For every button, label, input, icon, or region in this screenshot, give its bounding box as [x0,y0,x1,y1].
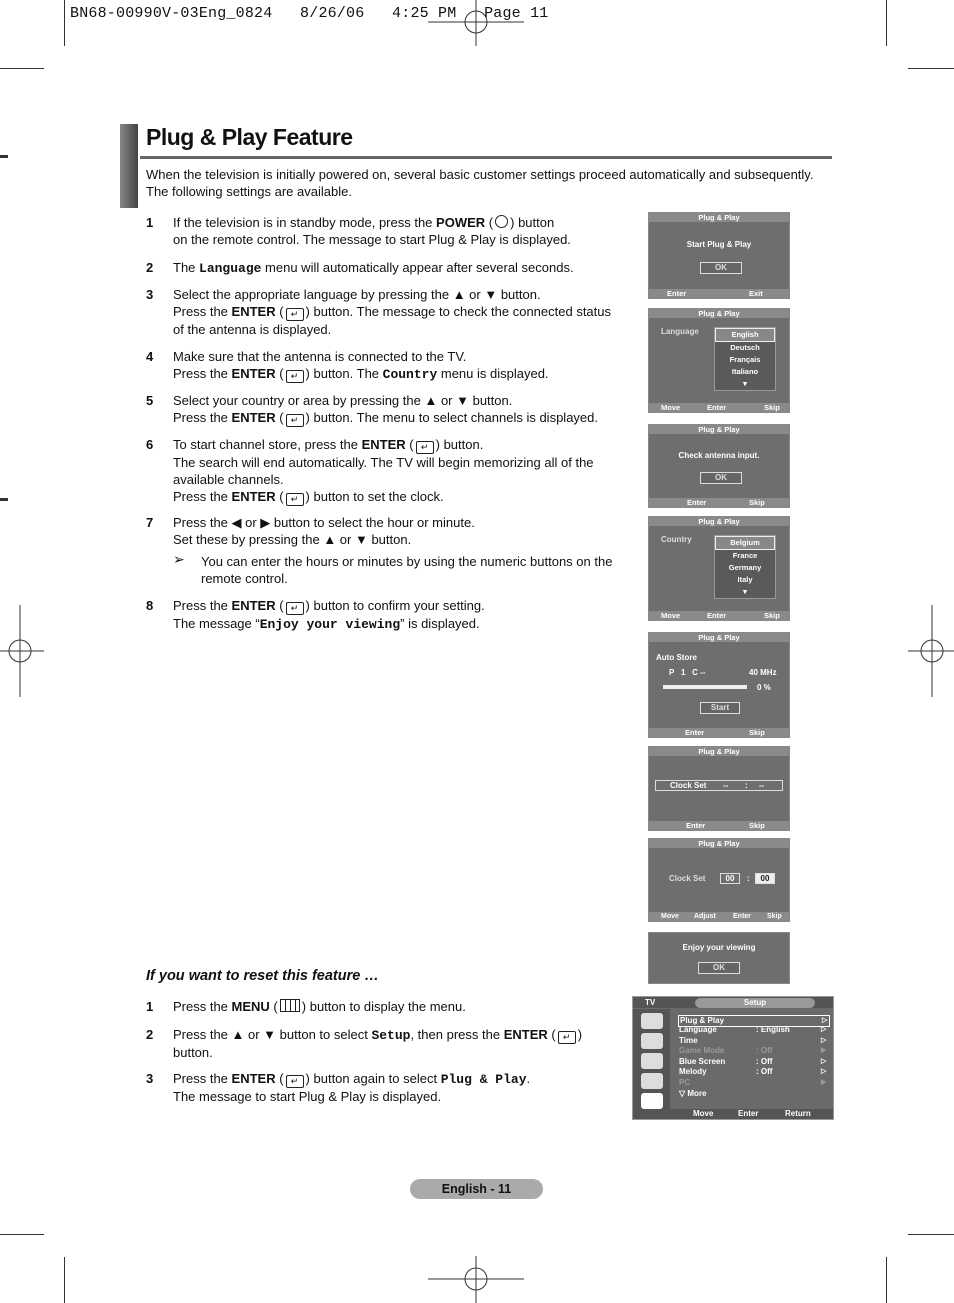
start-button[interactable]: Start [700,702,740,714]
title-rule [140,156,832,159]
enter-icon: ↵ [286,493,304,506]
enter-icon: ↵ [416,441,434,454]
menu-row-time[interactable]: Time ▷ [679,1036,827,1045]
page-number: English - 11 [410,1179,543,1199]
list-item[interactable]: Belgium [715,536,775,550]
language-list[interactable] [714,327,776,391]
chevron-down-icon: ▾ [743,379,747,388]
enter-icon: ↵ [286,308,304,321]
screen-clock-adjust: Plug & Play Clock Set 00 : 00 Move Adjust Enter Skip [648,838,790,922]
ok-button[interactable]: OK [698,962,740,974]
screen-language: Plug & Play Language English Deutsch Français Italiano ▾ Move Enter Skip [648,308,790,413]
ok-button[interactable]: OK [700,262,742,274]
enter-icon: ↵ [286,602,304,615]
menu-row-language[interactable]: Language : English ▷ [679,1025,827,1034]
gear-icon[interactable] [641,1093,663,1109]
input-icon[interactable] [641,1073,663,1089]
screen-auto-store: Plug & Play Auto Store P 1 C -- 40 MHz 0 % Start Enter Skip [648,632,790,738]
menu-sidebar [633,1009,670,1109]
enter-icon: ↵ [286,414,304,427]
list-item[interactable]: Italy [737,575,753,584]
enter-icon: ↵ [286,370,304,383]
screen-start-plug-play: Plug & Play Start Plug & Play OK Enter Exit [648,212,790,299]
list-item[interactable]: Français [729,355,761,364]
title-accent-bar [120,124,138,208]
menu-icon [280,999,300,1012]
minute-field[interactable]: 00 [755,873,775,884]
menu-row-blue-screen[interactable]: Blue Screen : Off ▷ [679,1057,827,1066]
list-item[interactable]: France [732,551,758,560]
list-item[interactable]: Germany [728,563,762,572]
list-item[interactable]: Italiano [731,367,759,376]
list-item[interactable]: English [715,328,775,342]
power-icon [495,215,508,228]
sound-icon[interactable] [641,1033,663,1049]
menu-row-pc[interactable]: PC ▶ [679,1078,827,1087]
chevron-down-icon: ▾ [743,587,747,596]
hour-field[interactable]: 00 [720,873,740,884]
menu-row-more[interactable]: ▽ More [679,1089,707,1098]
menu-row-melody[interactable]: Melody : Off ▷ [679,1067,827,1076]
list-item[interactable]: Deutsch [730,343,760,352]
print-header: BN68-00990V-03Eng_0824 8/26/06 4:25 PM Page 11 [70,5,549,22]
reset-heading: If you want to reset this feature … [146,968,379,984]
picture-icon[interactable] [641,1013,663,1029]
exit-hint: Exit [749,289,763,298]
enter-icon: ↵ [286,1075,304,1088]
ok-button[interactable]: OK [700,472,742,484]
enter-icon: ↵ [558,1031,576,1044]
step-7-note: You can enter the hours or minutes by using the numeric buttons on the remote control. [201,554,613,586]
channel-icon[interactable] [641,1053,663,1069]
menu-row-plug-play[interactable]: Plug & Play ▷ [678,1015,830,1027]
screen-enjoy: Enjoy your viewing OK [648,932,790,984]
screen-country: Plug & Play Country Belgium France Germany Italy ▾ Move Enter Skip [648,516,790,621]
page-title: Plug & Play Feature [146,124,353,150]
step-7: 7 Press the ◀ or ▶ button to select the hour or minute. Set these by pressing the ▲ or ▼ button. ➢ You can enter the hours or minutes by using the numeric buttons on the remote control. [146,514,626,594]
enter-hint: Enter [667,289,687,298]
setup-menu-screen: TV Setup Plug & Play ▷ Language : English ▷ Time ▷ Game Mode : Off ▶ Blue Screen : Off ▷ Melody : Off ▷ PC ▶ ▽ More Move Enter Return [632,996,834,1120]
note-arrow-icon: ➢ [173,551,185,567]
screen-check-antenna: Plug & Play Check antenna input. OK Enter Skip [648,424,790,508]
screen-clock-set: Plug & Play Clock Set -- : -- Enter Skip [648,746,790,831]
progress-bar [663,685,747,689]
intro-paragraph: When the television is initially powered on, several basic customer settings proceed automatically and subsequently. The following settings are available. [146,167,814,199]
country-list[interactable] [714,535,776,599]
clock-set-field[interactable]: Clock Set -- : -- [655,780,783,791]
menu-row-game-mode[interactable]: Game Mode : Off ▶ [679,1046,827,1055]
